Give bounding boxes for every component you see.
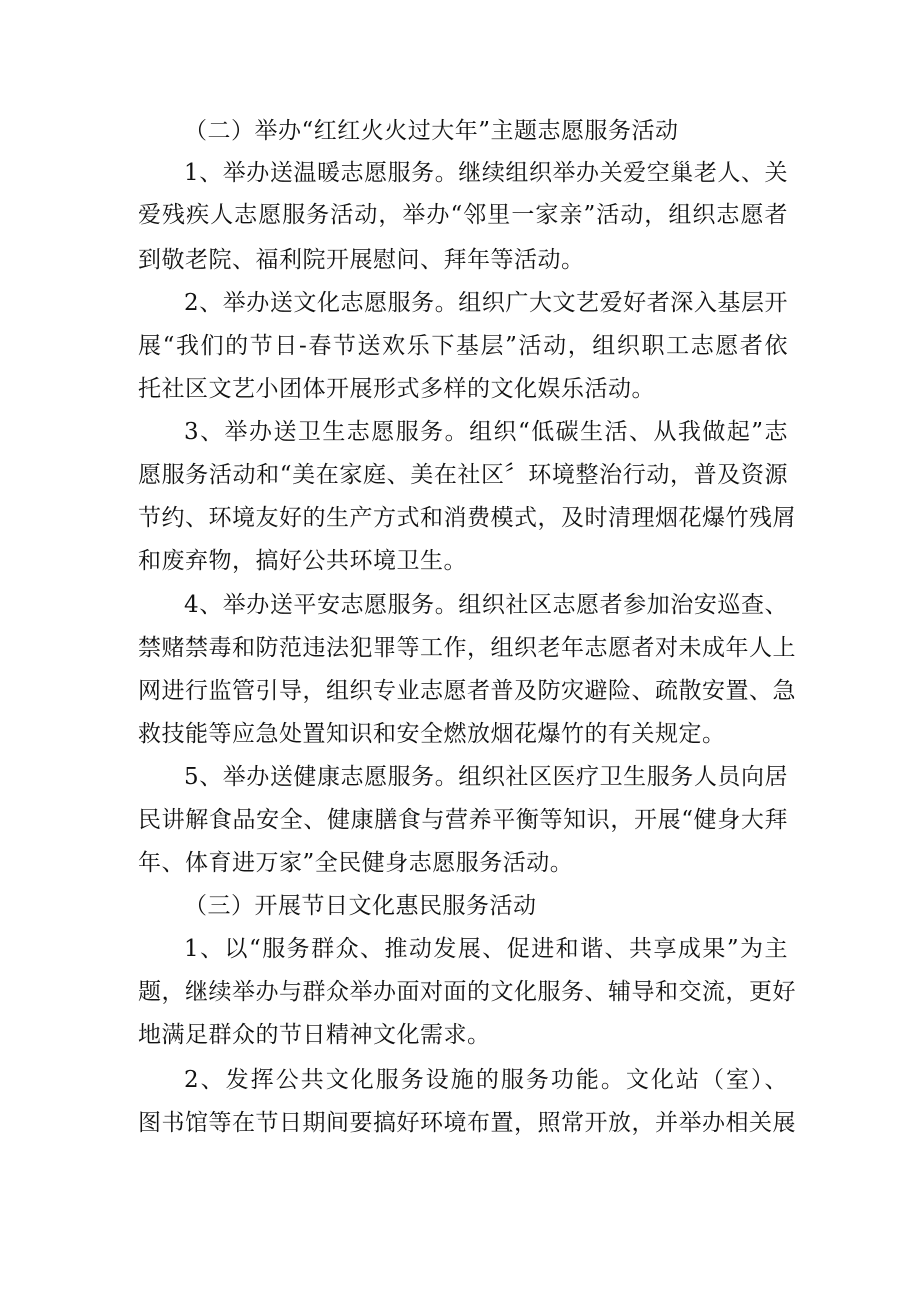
section-heading: （三）开展节日文化惠民服务活动 [184, 893, 537, 919]
paragraph-line: 地满足群众的节日精神文化需求。 [138, 1022, 491, 1048]
paragraph-line: 2、举办送文化志愿服务。组织广大文艺爱好者深入基层开 [184, 290, 788, 316]
paragraph-line: 到敬老院、福利院开展慰问、拜年等活动。 [138, 247, 585, 273]
paragraph-line: 托社区文艺小团体开展形式多样的文化娱乐活动。 [138, 376, 655, 402]
section-heading: （二）举办“红红火火过大年”主题志愿服务活动 [184, 118, 679, 144]
paragraph-line: 1、举办送温暖志愿服务。继续组织举办关爱空巢老人、关 [184, 160, 788, 186]
paragraph-line: 民讲解食品安全、健康膳食与营养平衡等知识，开展“健身大拜 [138, 807, 788, 833]
paragraph-line: 禁赌禁毒和防范违法犯罪等工作，组织老年志愿者对未成年人上 [138, 635, 796, 661]
paragraph-line: 题，继续举办与群众举办面对面的文化服务、辅导和交流，更好 [138, 979, 796, 1005]
paragraph-line: 展“我们的节日-春节送欢乐下基层”活动，组织职工志愿者依 [138, 333, 788, 359]
paragraph-line: 年、体育进万家”全民健身志愿服务活动。 [138, 850, 574, 876]
paragraph-line: 网进行监管引导，组织专业志愿者普及防灾避险、疏散安置、急 [138, 678, 796, 704]
paragraph-line: 图书馆等在节日期间要搞好环境布置，照常开放，并举办相关展 [138, 1110, 796, 1136]
paragraph-line: 3、举办送卫生志愿服务。组织“低碳生活、从我做起”志 [184, 419, 788, 445]
paragraph-line: 5、举办送健康志愿服务。组织社区医疗卫生服务人员向居 [184, 764, 788, 790]
paragraph-line: 1、以“服务群众、推动发展、促进和谐、共享成果”为主 [184, 936, 788, 962]
paragraph-line: 救技能等应急处置知识和安全燃放烟花爆竹的有关规定。 [138, 721, 726, 747]
paragraph-line: 4、举办送平安志愿服务。组织社区志愿者参加治安巡查、 [184, 592, 788, 618]
paragraph-line: 节约、环境友好的生产方式和消费模式，及时清理烟花爆竹残屑 [138, 505, 796, 531]
paragraph-line: 2、发挥公共文化服务设施的服务功能。文化站（室）、 [184, 1067, 788, 1093]
paragraph-line: 和废弃物，搞好公共环境卫生。 [138, 548, 467, 574]
paragraph-line: 爱残疾人志愿服务活动，举办“邻里一家亲”活动，组织志愿者 [138, 202, 788, 228]
paragraph-line: 愿服务活动和“美在家庭、美在社区〞环境整治行动，普及资源 [138, 462, 788, 488]
